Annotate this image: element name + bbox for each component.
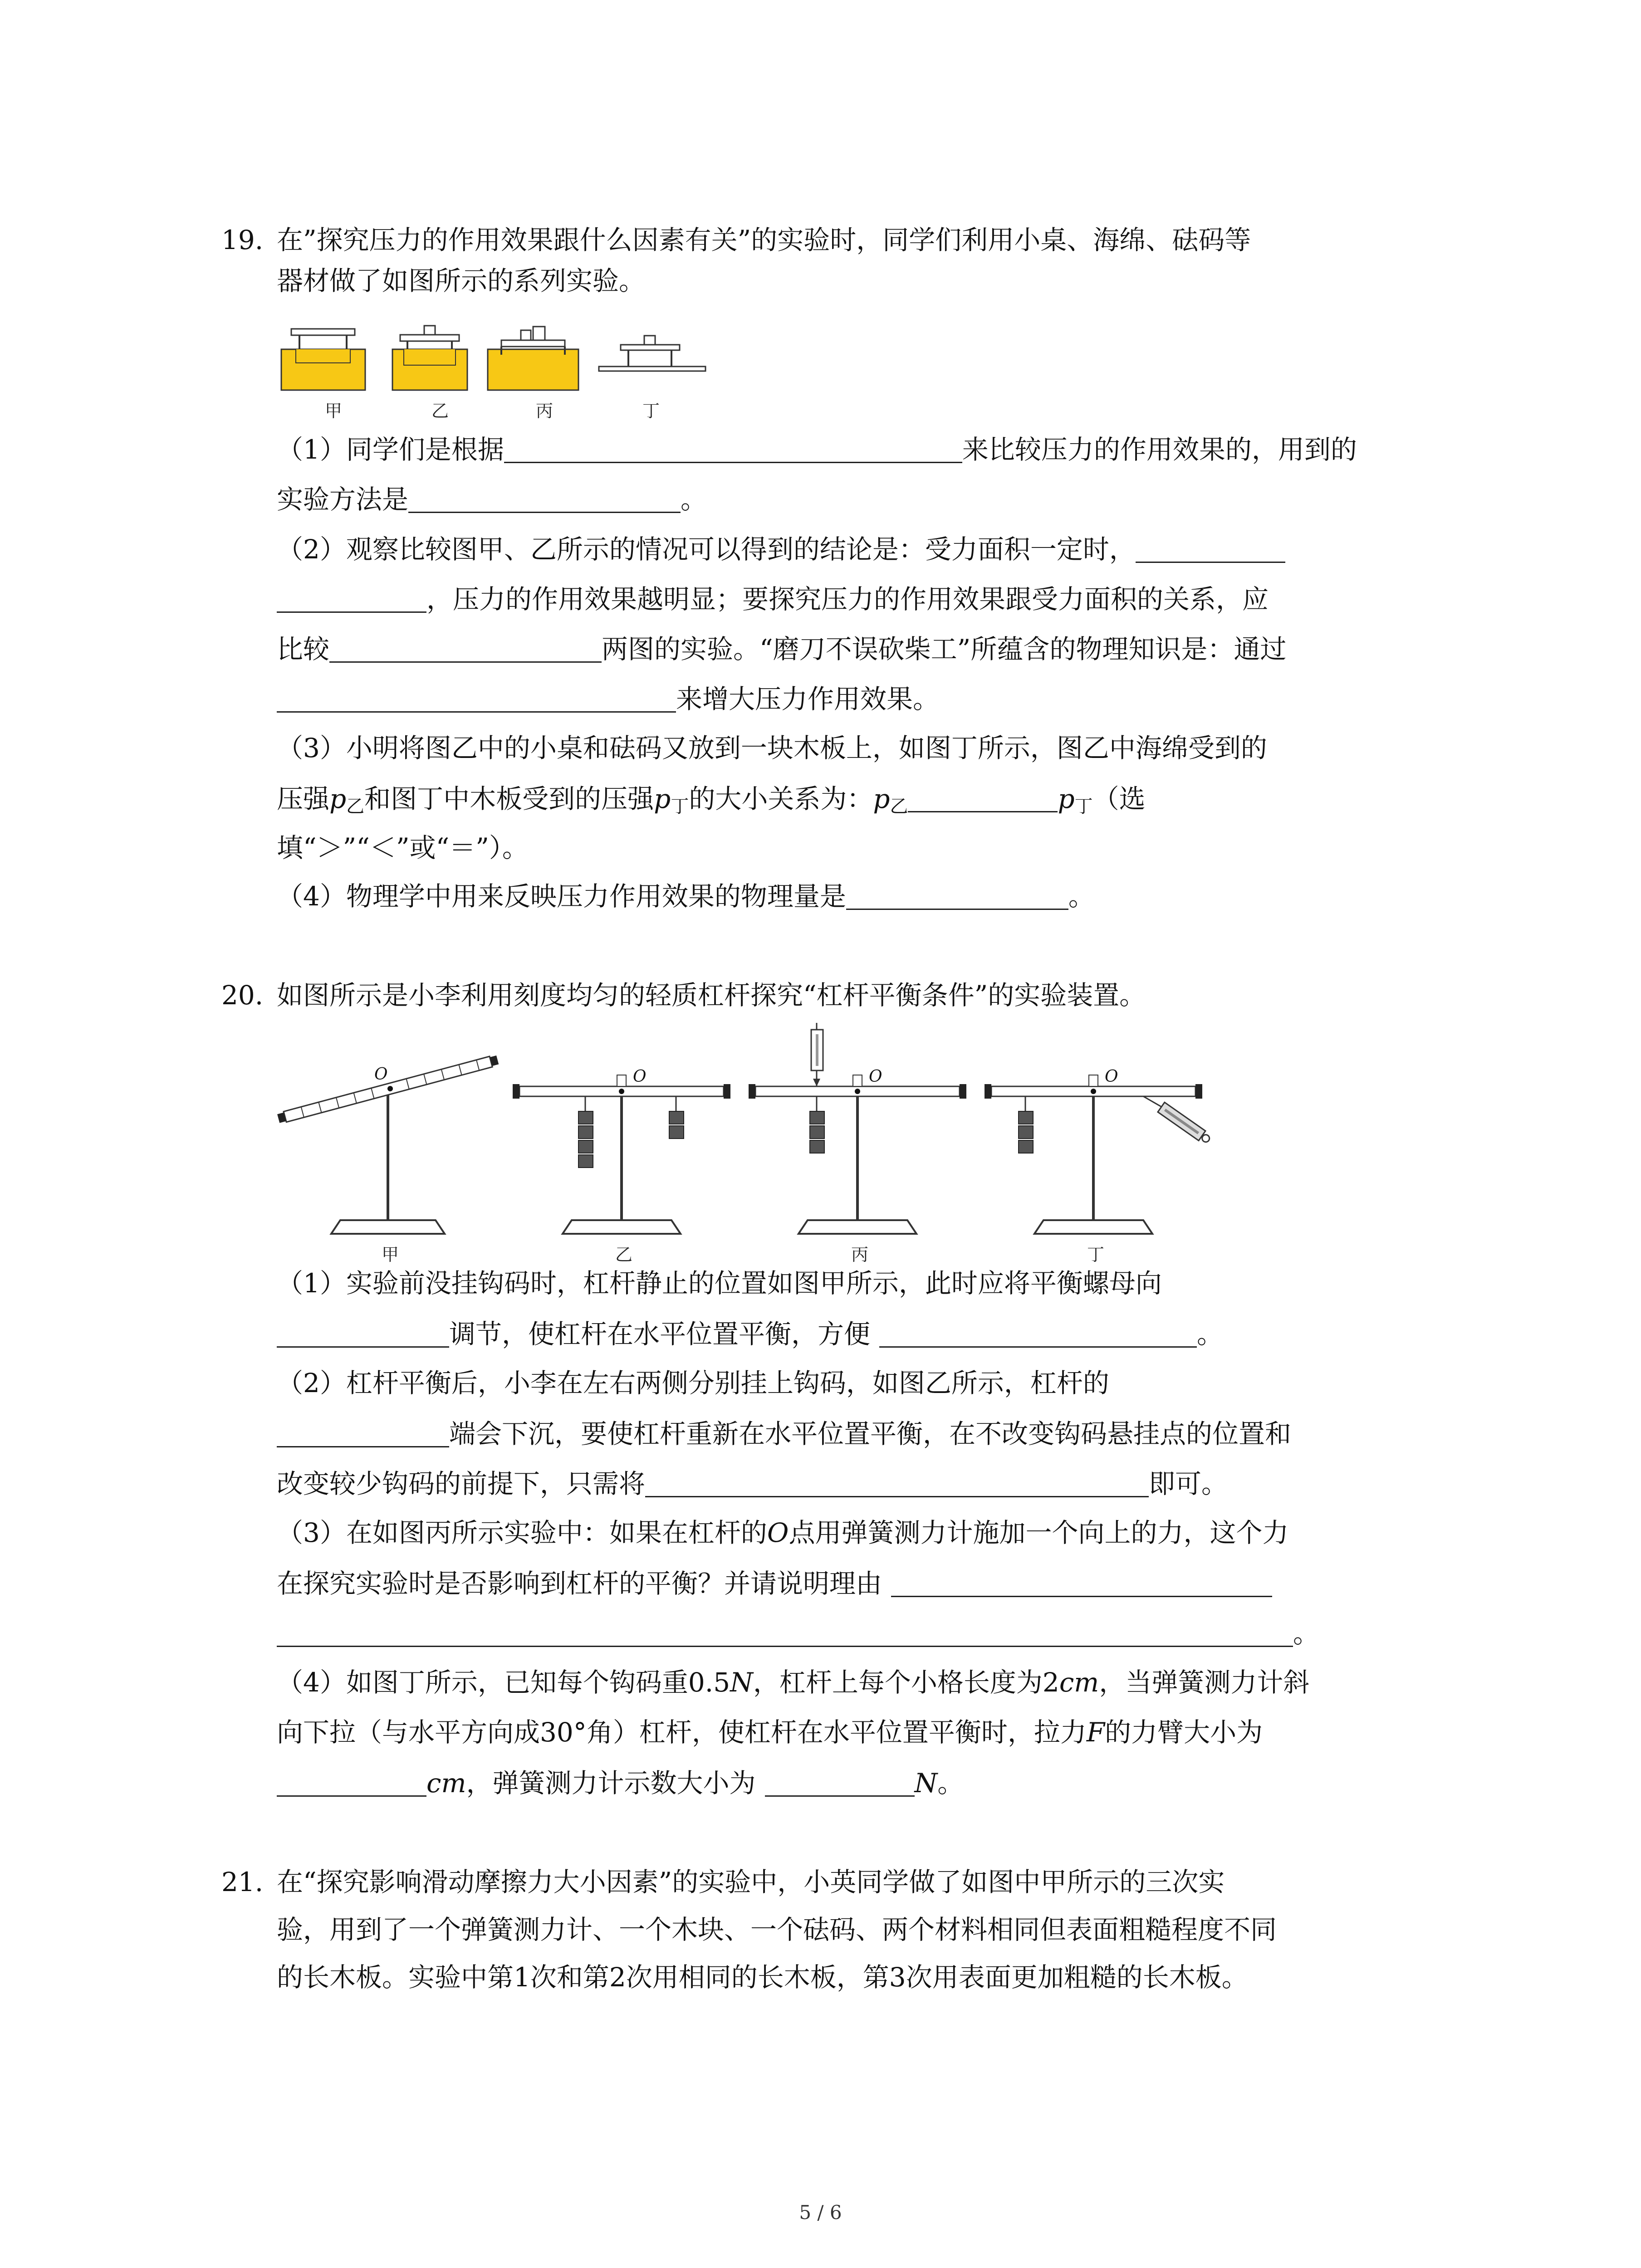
q19-part1-line1 [277, 435, 1357, 463]
q19-p3-sub-yi-2: 乙 [890, 796, 908, 817]
q20-fig-bing [749, 1023, 966, 1234]
q20-part4-line2 [277, 1717, 1263, 1748]
q20-part2-line2 [277, 1420, 1291, 1447]
q20-p4-blank2[interactable] [765, 1769, 915, 1797]
q20-fig-label-ding: 丁 [1087, 1245, 1104, 1265]
q19-p1-text-a: （1）同学们是根据 [277, 434, 504, 465]
q20-p4-c-u1: cm [426, 1768, 466, 1799]
q19-p2-blank1-cont[interactable] [277, 585, 426, 613]
q19-part2-line3 [277, 635, 1286, 663]
q20-part1-line2 [277, 1320, 1223, 1348]
q20-part2-line1: （2）杠杆平衡后，小李在左右两侧分别挂上钩码，如图乙所示，杠杆的 [277, 1368, 1109, 1398]
q19-p1-text-b: 来比较压力的作用效果的，用到的 [962, 434, 1357, 465]
q20-part1-line1: （1）实验前没挂钩码时，杠杆静止的位置如图甲所示，此时应将平衡螺母向 [277, 1268, 1162, 1299]
q19-p3-sub-ding-2: 丁 [1074, 796, 1093, 817]
q19-part3-line3: 填“＞”“＜”或“＝”）。 [277, 832, 529, 863]
q20-p2-text-c: 改变较少钩码的前提下，只需将 [277, 1468, 646, 1499]
q20-p4-u1: N [730, 1667, 753, 1698]
q19-fig-bing [488, 327, 578, 390]
q19-part2-line2 [277, 585, 1269, 613]
q19-p1-text-c: 实验方法是 [277, 484, 409, 515]
q20-p3-blank2[interactable] [277, 1619, 1293, 1647]
q19-fig-jia [281, 329, 365, 390]
q19-stem-line2: 器材做了如图所示的系列实验。 [277, 265, 646, 296]
q20-p3-text-a2: 点用弹簧测力计施加一个向上的力，这个力 [789, 1517, 1289, 1548]
q19-p3-p-yi: p [329, 783, 347, 814]
q19-p2-text-c: 比较 [277, 634, 330, 665]
q20-fig-label-bing: 丙 [851, 1245, 868, 1265]
q19-stem-line1: 在”探究压力的作用效果跟什么因素有关”的实验时，同学们利用小桌、海绵、砝码等 [277, 225, 1251, 255]
q20-fig-jia [277, 1055, 499, 1234]
q20-p2-blank1[interactable] [277, 1420, 449, 1447]
q19-p2-text-b: ，压力的作用效果越明显；要探究压力的作用效果跟受力面积的关系，应 [426, 584, 1269, 615]
q20-jia-pivot-o: O [374, 1065, 388, 1084]
q20-p2-text-d: 即可。 [1149, 1468, 1228, 1499]
q20-p4-text-a3: ，当弹簧测力计斜 [1099, 1667, 1310, 1698]
q19-number: 19. [221, 225, 264, 255]
q20-p3-o: O [767, 1517, 789, 1548]
q19-p2-blank2[interactable] [329, 635, 602, 663]
page-number: 5 / 6 [799, 2201, 842, 2224]
q20-p1-blank1[interactable] [277, 1320, 449, 1348]
q20-p1-text-b: 调节，使杠杆在水平位置平衡，方便 [449, 1319, 871, 1349]
q19-p2-blank1[interactable] [1136, 535, 1285, 563]
q19-fig-label-yi: 乙 [431, 401, 449, 421]
q21-line1: 在“探究影响滑动摩擦力大小因素”的实验中，小英同学做了如图中甲所示的三次实 [277, 1867, 1225, 1897]
q20-p1-text-c: 。 [1197, 1319, 1224, 1349]
q19-fig-label-bing: 丙 [535, 401, 553, 421]
q20-p4-angle: 30° [540, 1717, 587, 1748]
q21-number: 21. [221, 1867, 264, 1897]
q20-p4-u2: cm [1059, 1667, 1099, 1698]
q19-p3-text-b1: 压强 [277, 783, 330, 814]
q19-fig-label-jia: 甲 [324, 401, 342, 421]
q20-p2-blank2[interactable] [645, 1470, 1149, 1497]
q20-part3-line1 [277, 1517, 1289, 1548]
q19-p4-blank[interactable] [846, 882, 1068, 910]
q19-part1-line2 [277, 485, 707, 513]
q19-part4-line1 [277, 882, 1095, 910]
q20-part3-line3 [277, 1619, 1319, 1647]
q20-fig-yi [513, 1067, 730, 1234]
q21-line2: 验，用到了一个弹簧测力计、一个木块、一个砝码、两个材料相同但表面粗糙程度不同 [277, 1914, 1277, 1945]
q20-p3-text-b: 在探究实验时是否影响到杠杆的平衡？并请说明理由 [277, 1568, 882, 1599]
q19-part3-line1: （3）小明将图乙中的小桌和砝码又放到一块木板上，如图丁所示，图乙中海绵受到的 [277, 733, 1267, 763]
q20-p3-text-c: 。 [1293, 1618, 1320, 1649]
q20-p4-text-a1: （4）如图丁所示，已知每个钩码重 [277, 1667, 688, 1698]
q20-p4-v2: 2 [1042, 1667, 1059, 1698]
q20-p4-c-u2: N [914, 1768, 938, 1799]
q20-p3-blank1[interactable] [891, 1569, 1272, 1597]
q19-p2-text-d: 两图的实验。“磨刀不误砍柴工”所蕴含的物理知识是：通过 [602, 634, 1287, 665]
q20-part4-line3 [277, 1769, 964, 1797]
q19-p4-text-b: 。 [1068, 881, 1095, 912]
q19-p3-p-yi-2: p [873, 783, 890, 814]
q19-p2-text-e: 来增大压力作用效果。 [676, 684, 940, 714]
q19-fig-ding [599, 336, 705, 371]
q20-p3-text-a1: （3）在如图丙所示实验中：如果在杠杆的 [277, 1517, 767, 1548]
q19-p1-blank1[interactable] [504, 435, 962, 463]
q20-figure-levers [272, 1021, 1248, 1247]
q20-yi-pivot-o: O [633, 1067, 647, 1086]
q20-fig-ding [985, 1067, 1212, 1234]
q19-part2-line1 [277, 535, 1285, 563]
q20-p4-v1: 0.5 [688, 1667, 730, 1698]
q19-p3-text-b4: （选 [1092, 783, 1146, 814]
q20-number: 20. [221, 980, 264, 1011]
q20-p4-blank1[interactable] [277, 1769, 426, 1797]
q19-p1-text-d: 。 [681, 484, 707, 515]
q21-line3: 的长木板。实验中第1次和第2次用相同的长木板，第3次用表面更加粗糙的长木板。 [277, 1962, 1248, 1993]
q20-part4-line1 [277, 1669, 1309, 1696]
q20-p4-text-b2: 角）杠杆，使杠杆在水平位置平衡时，拉力 [586, 1717, 1087, 1748]
q19-fig-label-ding: 丁 [642, 401, 660, 421]
q20-fig-label-jia: 甲 [381, 1245, 399, 1265]
q19-p1-blank2[interactable] [408, 485, 681, 513]
q19-p3-p-ding: p [654, 783, 671, 814]
q19-p2-blank3[interactable] [277, 685, 676, 713]
q20-p4-f: F [1086, 1717, 1105, 1748]
q20-p4-c-mid: ，弹簧测力计示数大小为 [466, 1768, 756, 1799]
q19-p3-blank[interactable] [908, 785, 1058, 812]
q19-fig-yi [392, 326, 467, 390]
q20-part2-line3 [277, 1470, 1228, 1497]
q20-stem: 如图所示是小李利用刻度均匀的轻质杠杆探究“杠杆平衡条件”的实验装置。 [277, 980, 1146, 1011]
q20-p2-text-b: 端会下沉，要使杠杆重新在水平位置平衡，在不改变钩码悬挂点的位置和 [449, 1418, 1292, 1449]
q20-bing-pivot-o: O [869, 1067, 882, 1086]
q19-p3-p-ding-2: p [1058, 783, 1075, 814]
q20-p4-c-end: 。 [937, 1768, 964, 1799]
q20-p4-text-a2: ，杠杆上每个小格长度为 [753, 1667, 1043, 1698]
q20-ding-pivot-o: O [1105, 1067, 1118, 1086]
q20-p4-text-b3: 的力臂大小为 [1105, 1717, 1263, 1748]
q19-p3-text-b2: 和图丁中木板受到的压强 [364, 783, 654, 814]
q20-fig-label-yi: 乙 [615, 1245, 632, 1265]
q20-p4-text-b1: 向下拉（与水平方向成 [277, 1717, 540, 1748]
q19-part2-line4 [277, 685, 939, 713]
q19-p3-sub-ding: 丁 [671, 796, 689, 817]
q19-p4-text-a: （4）物理学中用来反映压力作用效果的物理量是 [277, 881, 846, 912]
q19-part3-line2 [277, 785, 1146, 816]
q20-part3-line2 [277, 1569, 1272, 1597]
q19-p3-text-b3: 的大小关系为： [689, 783, 873, 814]
q19-p3-sub-yi: 乙 [346, 796, 365, 817]
q20-p1-blank2[interactable] [879, 1320, 1197, 1348]
q19-p2-text-a: （2）观察比较图甲、乙所示的情况可以得到的结论是：受力面积一定时， [277, 534, 1136, 565]
